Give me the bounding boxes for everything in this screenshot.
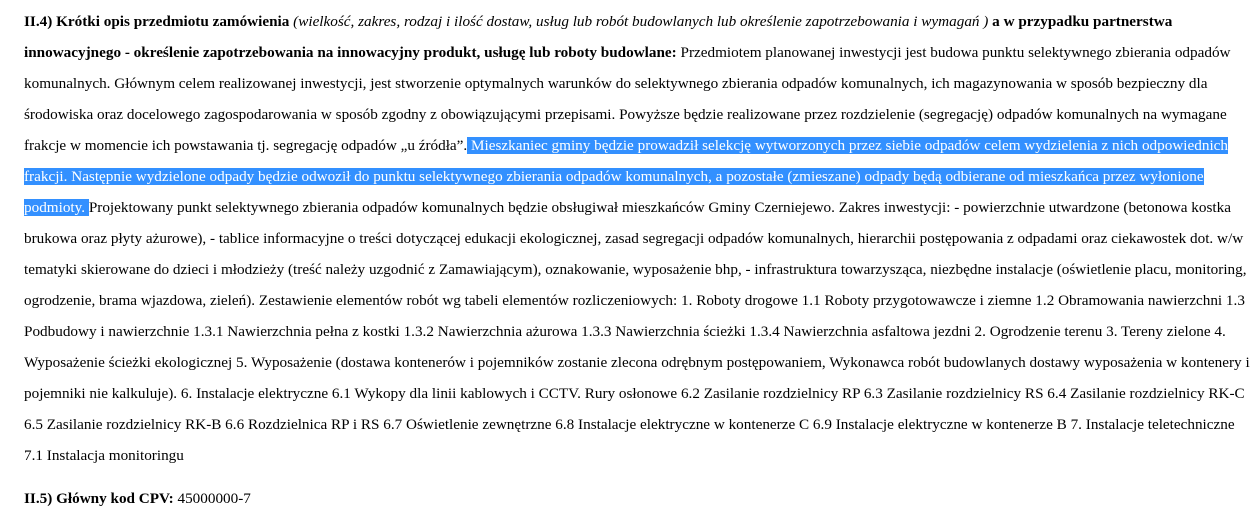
section-ii4-heading: II.4) Krótki opis przedmiotu zamówienia	[24, 13, 290, 30]
section-ii4-heading-tail: a w przypadku partnerstwa innowacyjnego - określenie zapotrzebowania na innowacyjny produkt, usługę lub roboty budowlane:	[24, 13, 1173, 61]
section-ii4-heading-note: (wielkość, zakres, rodzaj i ilość dostaw, usług lub robót budowlanych lub określenie zapotrzebowania i wymagań )	[293, 13, 989, 30]
section-ii5-heading: II.5) Główny kod CPV:	[24, 490, 174, 507]
cpv-code-value[interactable]: 45000000-7	[177, 490, 251, 507]
section-ii4-description	[24, 6, 1256, 471]
section-ii5-cpv	[24, 483, 1256, 514]
description-text-after-selection[interactable]: Projektowany punkt selektywnego zbierania odpadów komunalnych będzie obsługiwał mieszkańców Gminy Czerniejewo. Zakres inwestycji: - powierzchnie utwardzone (betonowa kostka brukowa oraz płyty ażurowe), - tablice informacyjne o treści dotyczącej edukacji ekologicznej, zasad segregacji odpadów komunalnych, hierarchii postępowania z odpadami oraz ciekawostek dot. w/w tematyki skierowane do dzieci i młodzieży (treść należy uzgodnić z Zamawiającym), oznakowanie, wyposażenie bhp, - infrastruktura towarzysząca, niezbędne instalacje (oświetlenie placu, monitoring, ogrodzenie, brama wjazdowa, zieleń). Zestawienie elementów robót wg tabeli elementów rozliczeniowych: 1. Roboty drogowe 1.1 Roboty przygotowawcze i ziemne 1.2 Obramowania nawierzchni 1.3 Podbudowy i nawierzchnie 1.3.1 Nawierzchnia pełna z kostki 1.3.2 Nawierzchnia ażurowa 1.3.3 Nawierzchnia ścieżki 1.3.4 Nawierzchnia asfaltowa jezdni 2. Ogrodzenie terenu 3. Tereny zielone 4. Wyposażenie ścieżki ekologicznej 5. Wyposażenie (dostawa kontenerów i pojemników zostanie zlecona odrębnym postępowaniem, Wykonawca robót budowlanych dostawy wyposażenia w kontenery i pojemniki nie kalkuluje). 6. Instalacje elektryczne 6.1 Wykopy dla linii kablowych i CCTV. Rury osłonowe 6.2 Zasilanie rozdzielnicy RP 6.3 Zasilanie rozdzielnicy RS 6.4 Zasilanie rozdzielnicy RK-C 6.5 Zasilanie rozdzielnicy RK-B 6.6 Rozdzielnica RP i RS 6.7 Oświetlenie zewnętrzne 6.8 Instalacje elektryczne w kontenerze C 6.9 Instalacje elektryczne w kontenerze B 7. Instalacje teletechniczne 7.1 Instalacja monitoringu	[24, 199, 1250, 464]
selected-text-highlight[interactable]: Mieszkaniec gminy będzie prowadził selekcję wytworzonych przez siebie odpadów celem wydzielenia z nich odpowiednich frakcji. Następnie wydzielone odpady będzie odwoził do punktu selektywnego zbierania odpadów komunalnych, a pozostałe (zmieszane) odpady będą odbierane od mieszkańca przez wyłonione podmioty.	[24, 137, 1228, 216]
description-text-before-selection[interactable]: Przedmiotem planowanej inwestycji jest budowa punktu selektywnego zbierania odpadów komunalnych. Głównym celem realizowanej inwestycji, jest stworzenie optymalnych warunków do selektywnego zbierania odpadów komunalnych, ich magazynowania w sposób bezpieczny dla środowiska oraz docelowego zagospodarowania w sposób zgodny z obowiązującymi przepisami. Powyższe będzie realizowane przez rozdzielenie (segregację) odpadów komunalnych na wymagane frakcje w momencie ich powstawania tj. segregację odpadów „u źródła”.	[24, 44, 1231, 154]
